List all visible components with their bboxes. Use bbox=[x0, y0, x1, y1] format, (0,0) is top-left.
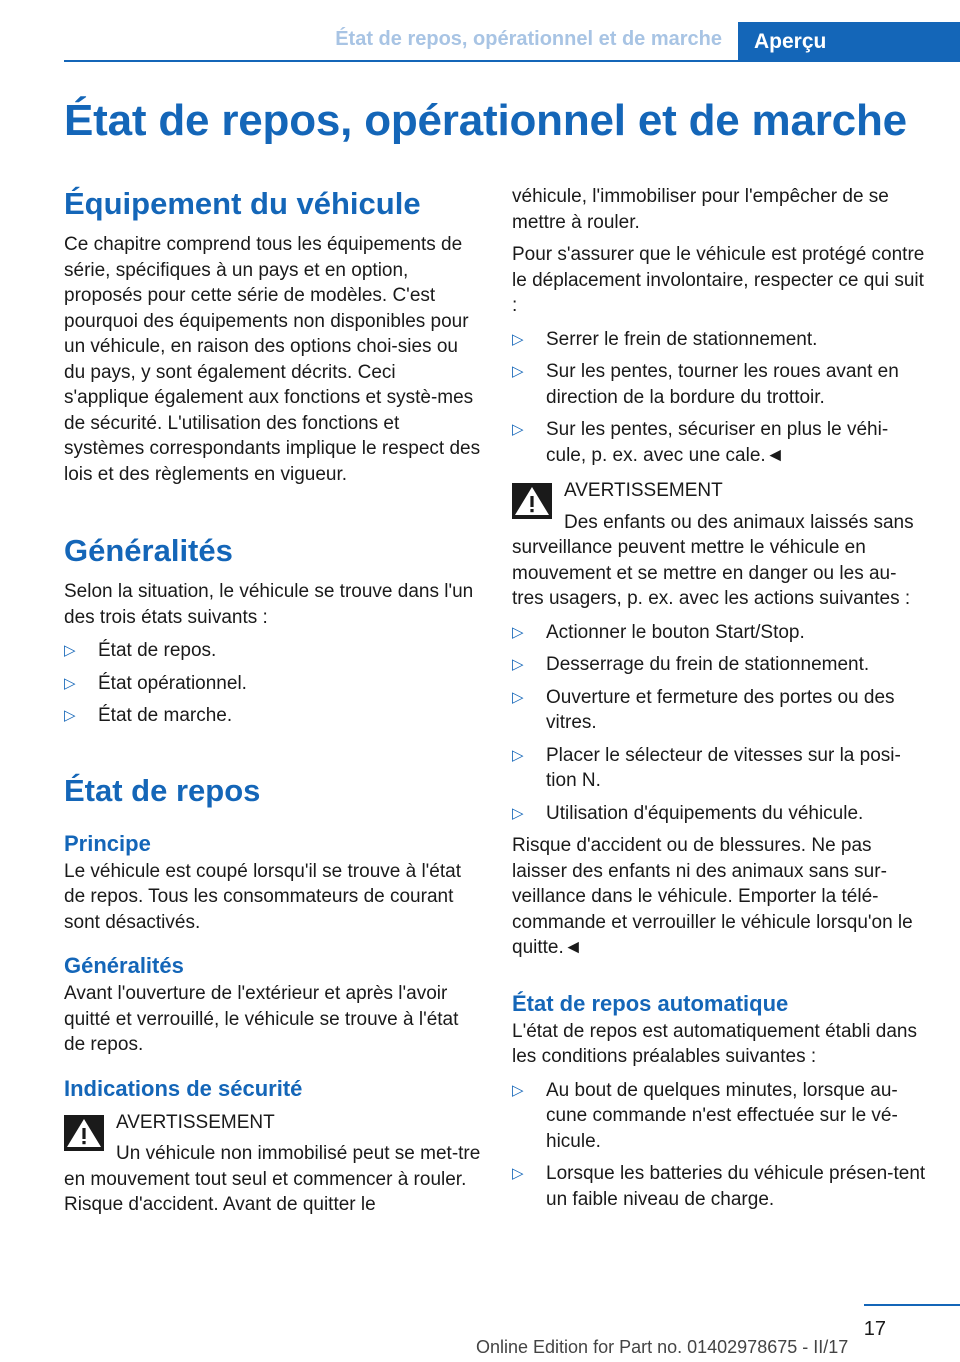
equipment-text: Ce chapitre comprend tous les équipements de série, spécifiques à un pays et en option, proposés pour cette série de modèles. C'est pourquoi des équipements non disponibles pour un véhicule, en raison des options choi-sies ou du pays, y sont également décrits. Ceci s'applique également aux fonctions et systè-mes de sécurité. L'utilisation des fonctions et systèmes correspondants implique le respect des lois et des règlements en vigueur. bbox=[64, 234, 481, 485]
triangle-right-icon: ▷ bbox=[512, 1165, 524, 1182]
left-column bbox=[64, 180, 482, 1218]
list-item: ▷ État de marche. bbox=[64, 703, 482, 729]
list-item: ▷ Au bout de quelques minutes, lorsque au-cune commande n'est effectuée sur le vé-hicule. bbox=[512, 1079, 898, 1152]
warning-label: AVERTISSEMENT bbox=[564, 480, 723, 501]
triangle-right-icon: ▷ bbox=[512, 804, 524, 822]
auto-text: L'état de repos est automatiquement établi dans les conditions préalables suivantes : bbox=[512, 1020, 918, 1067]
risk-text: Risque d'accident ou de blessures. Ne pas laisser des enfants ni des animaux sans sur-veillance dans le véhicule. Emporter la télé-commande et verrouiller le véhicule lorsqu'on le quitte.◄ bbox=[512, 835, 913, 958]
header-rule bbox=[64, 60, 960, 62]
list-item: ▷ Placer le sélecteur de vitesses sur la posi-tion N. bbox=[512, 744, 901, 791]
header-tab-apercu[interactable]: Aperçu bbox=[738, 22, 960, 62]
warning-text: Des enfants ou des animaux laissés sans surveillance peuvent mettre le véhicule en mouvement et se mettre en danger ou les au-tres usagers, p. ex. avec les actions suivantes : bbox=[512, 511, 914, 609]
header-section-title: État de repos, opérationnel et de marche bbox=[335, 28, 722, 50]
triangle-right-icon: ▷ bbox=[64, 642, 76, 659]
warning-label: AVERTISSEMENT bbox=[116, 1111, 275, 1133]
page-title: État de repos, opérationnel et de marche bbox=[64, 96, 907, 145]
triangle-right-icon: ▷ bbox=[64, 707, 76, 724]
warning-triangle-icon bbox=[512, 483, 552, 519]
warning-block bbox=[64, 1110, 482, 1218]
list-item: ▷ Desserrage du frein de stationnement. bbox=[512, 652, 928, 678]
heading-securite: Indications de sécurité bbox=[64, 1075, 303, 1101]
list-item: ▷ Serrer le frein de stationnement. bbox=[512, 327, 928, 353]
continued-text: véhicule, l'immobiliser pour l'empêcher de se mettre à rouler. bbox=[512, 186, 889, 233]
triangle-right-icon: ▷ bbox=[512, 688, 524, 706]
list-item: ▷ État opérationnel. bbox=[64, 671, 482, 697]
heading-generalites-2: Généralités bbox=[64, 953, 184, 978]
triangle-right-icon: ▷ bbox=[512, 656, 524, 673]
warning-triangle-icon bbox=[64, 1115, 104, 1151]
warning-text: Un véhicule non immobilisé peut se met-tre en mouvement tout seul et commencer à rouler. Risque d'accident. Avant de quitter le bbox=[64, 1143, 481, 1215]
footer-rule bbox=[864, 1304, 960, 1306]
actions-list bbox=[512, 620, 928, 827]
warning-block bbox=[512, 478, 928, 612]
list-item: ▷ État de repos. bbox=[64, 638, 482, 664]
triangle-right-icon: ▷ bbox=[512, 330, 524, 348]
list-item: ▷ Ouverture et fermeture des portes ou des vitres. bbox=[512, 686, 895, 733]
list-item: ▷ Sur les pentes, sécuriser en plus le véhi-cule, p. ex. avec une cale.◄ bbox=[512, 419, 889, 466]
list-item: ▷ Utilisation d'équipements du véhicule. bbox=[512, 801, 928, 827]
triangle-right-icon: ▷ bbox=[512, 421, 524, 438]
triangle-right-icon: ▷ bbox=[512, 623, 524, 641]
list-item: ▷ Lorsque les batteries du véhicule présen-tent un faible niveau de charge. bbox=[512, 1163, 926, 1210]
triangle-right-icon: ▷ bbox=[512, 746, 524, 764]
heading-generalites: Généralités bbox=[64, 533, 233, 568]
states-list bbox=[64, 638, 482, 729]
list-item: ▷ Sur les pentes, tourner les roues avant en direction de la bordure du trottoir. bbox=[512, 361, 899, 408]
page-number: 17 bbox=[863, 1318, 886, 1340]
triangle-right-icon: ▷ bbox=[64, 674, 76, 692]
heading-auto: État de repos automatique bbox=[512, 990, 789, 1016]
generalites-2-text: Avant l'ouverture de l'extérieur et après l'avoir quitté et verrouillé, le véhicule se trouve à l'état de repos. bbox=[64, 983, 459, 1055]
footer-edition: Online Edition for Part no. 01402978675 - II/17 bbox=[476, 1337, 849, 1357]
auto-list bbox=[512, 1078, 928, 1213]
triangle-right-icon: ▷ bbox=[512, 363, 524, 380]
generalites-text: Selon la situation, le véhicule se trouve dans l'un des trois états suivants : bbox=[64, 581, 474, 628]
principe-text: Le véhicule est coupé lorsqu'il se trouve à l'état de repos. Tous les consommateurs de courant sont désactivés. bbox=[64, 860, 461, 933]
immobilise-list bbox=[512, 327, 928, 469]
right-column bbox=[512, 184, 928, 1212]
triangle-right-icon: ▷ bbox=[512, 1081, 524, 1099]
intro-text: Pour s'assurer que le véhicule est protégé contre le déplacement involontaire, respecter ce qui suit : bbox=[512, 244, 925, 316]
list-item: ▷ Actionner le bouton Start/Stop. bbox=[512, 620, 928, 646]
heading-equipment: Équipement du véhicule bbox=[64, 186, 421, 221]
heading-principe: Principe bbox=[64, 830, 151, 856]
heading-etat-repos: État de repos bbox=[64, 772, 261, 808]
